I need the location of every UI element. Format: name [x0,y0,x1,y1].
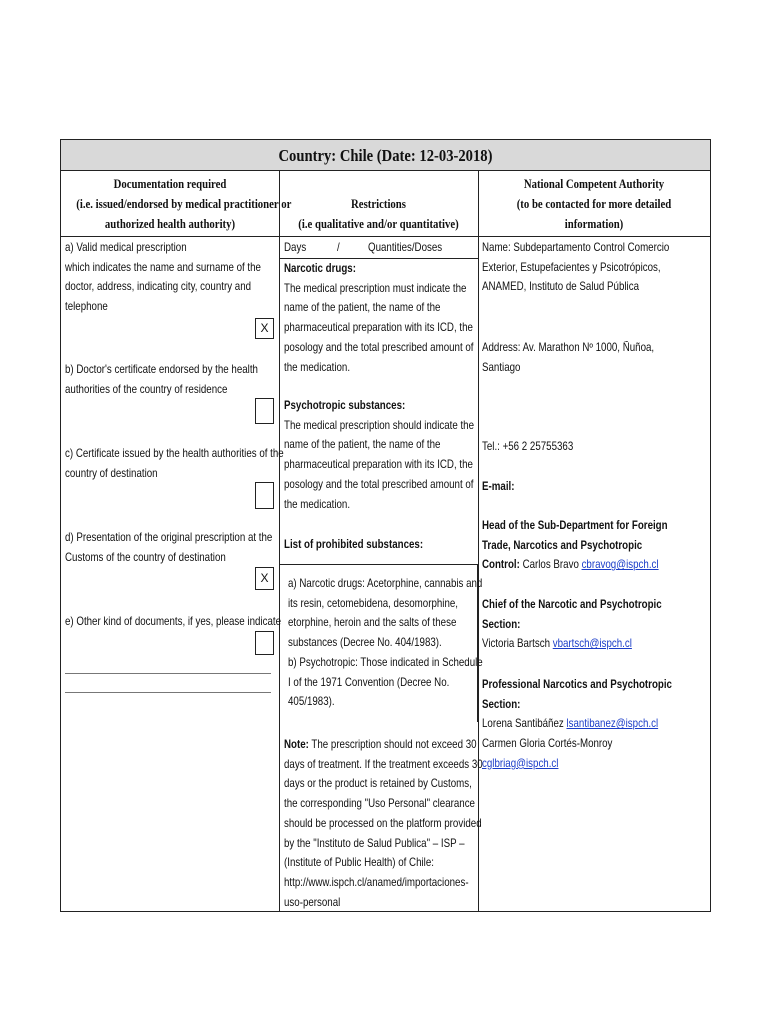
doc-item-d [65,528,272,567]
email-link[interactable]: vbartsch@ispch.cl [552,637,632,651]
contact-name: Carmen Gloria Cortés-Monroy [482,737,613,751]
text-line: its resin, cetomebidena, desomorphine, [288,596,458,610]
checkbox-a[interactable]: X [255,318,274,339]
answer-line [65,673,271,674]
text-line: posology and the total prescribed amount of [284,340,474,354]
prof-heading-line: Professional Narcotics and Psychotropic [482,678,672,691]
text-line: a) Narcotic drugs: Acetorphine, cannabis and [288,577,483,590]
text-line: uso-personal [284,895,341,909]
text-line: country of destination [65,466,158,480]
header-line: information) [564,217,624,231]
psychotropic-section [284,396,474,514]
text-line: doctor, address, indicating city, country and [65,280,252,294]
authority-name [482,238,669,297]
narcotic-section [284,259,473,377]
header-line: Restrictions [351,197,406,211]
column-divider [279,171,280,911]
text-line: the medication. [284,497,351,511]
authority-tel: Tel.: +56 2 25755363 [482,440,574,453]
text-line: I of the 1971 Convention (Decree No. [288,675,450,689]
head-heading-line: Head of the Sub-Department for Foreign [482,519,668,532]
text-line: which indicates the name and surname of the [65,260,261,274]
text-line: should be processed on the platform provided [284,816,482,830]
text-line: (Institute of Public Health) of Chile: [284,856,434,870]
email-link[interactable]: cbravog@ispch.cl [581,558,659,572]
checkbox-c[interactable] [255,482,274,509]
text-line: the medication. [284,360,351,374]
text-line: the corresponding "Uso Personal" clearance [284,797,475,811]
contact-name: Lorena Santibáñez [482,717,567,731]
header-line: authorized health authority) [104,217,236,231]
prohibited-heading: List of prohibited substances: [284,538,424,551]
text-line: pharmaceutical preparation with its ICD, the [284,458,473,472]
column-header-restrictions [279,171,478,238]
header-line: National Competent Authority [523,177,665,191]
email-label: E-mail: [482,480,515,493]
psychotropic-heading: Psychotropic substances: [284,399,406,412]
doc-item-b [65,360,258,399]
text-line: e) Other kind of documents, if yes, please indicate [65,615,281,628]
email-link[interactable]: cglbriag@ispch.cl [482,756,559,770]
text-line: c) Certificate issued by the health authorities of the [65,447,284,460]
text-line: etorphine, heroin and the salts of these [288,616,457,630]
header-divider [61,236,710,237]
chief-heading-line: Chief of the Narcotic and Psychotropic [482,598,662,611]
text-line: Santiago [482,360,521,374]
chief-contact-line [482,634,662,654]
contact-name: Victoria Bartsch [482,637,553,651]
text-line: b) Psychotropic: Those indicated in Schedule [288,655,483,669]
title-row [61,140,710,171]
head-heading-line: Trade, Narcotics and Psychotropic [482,538,643,552]
quantities-label: Quantities/Doses [368,241,443,254]
column-header-authority [478,171,710,238]
text-line: Exterior, Estupefacientes y Psicotrópicos, [482,260,661,274]
header-line: (i.e qualitative and/or quantitative) [298,217,459,231]
text-line: http://www.ispch.cl/anamed/importaciones- [284,875,469,889]
head-contact [482,516,668,575]
text-line: a) Valid medical prescription [65,241,187,254]
text-line: pharmaceutical preparation with its ICD, the [284,321,473,335]
note-label: Note: [284,738,309,751]
text-line: The medical prescription must indicate the [284,281,467,295]
checkbox-d[interactable]: X [255,567,274,590]
text-line: Address: Av. Marathon Nº 1000, Ñuñoa, [482,341,655,354]
header-line: (i.e. issued/endorsed by medical practitioner or [76,197,292,211]
prohibited-box-right [477,564,478,722]
column-header-documentation [61,171,292,238]
text-line: posology and the total prescribed amount of [284,477,474,491]
doc-item-a [65,238,261,317]
days-separator: / [337,241,340,254]
text-line: ANAMED, Instituto de Salud Pública [482,280,639,294]
text-line: The medical prescription should indicate the [284,418,475,432]
text-line: name of the patient, the name of the [284,301,441,315]
checkbox-e[interactable] [255,631,274,655]
prof-contact-line [482,714,672,734]
doc-item-e [65,612,281,632]
prohibited-list [288,574,483,712]
prof-heading-line: Section: [482,697,521,711]
note-section [284,735,483,912]
text-line: name of the patient, the name of the [284,438,441,452]
text-line: b) Doctor's certificate endorsed by the health [65,363,258,376]
text-line: telephone [65,300,108,314]
header-line: (to be contacted for more detailed [516,197,672,211]
doc-item-c [65,444,284,483]
professional-contact [482,675,672,774]
text-line: 405/1983). [288,695,335,709]
prohibited-divider [280,564,478,565]
control-label: Control: [482,558,520,572]
contact-name: Carlos Bravo [519,558,582,572]
text-line: by the "Instituto de Salud Publica" – ISP – [284,836,465,850]
text-line: Name: Subdepartamento Control Comercio [482,241,670,254]
text-line: substances (Decree No. 404/1983). [288,636,442,650]
head-contact-line [482,555,668,575]
checkbox-b[interactable] [255,398,274,424]
chief-heading-line: Section: [482,617,521,631]
text-line: authorities of the country of residence [65,382,228,396]
note-first-text: The prescription should not exceed 30 [308,738,477,751]
email-link[interactable]: lsantibanez@ispch.cl [566,717,659,731]
answer-line [65,692,271,693]
text-line: days of treatment. If the treatment exceeds 30 [284,757,483,771]
header-line: Documentation required [113,177,227,191]
text-line: days or the product is retained by Customs, [284,777,472,791]
days-label: Days [284,241,307,254]
note-first-line [284,735,483,755]
table-title: Country: Chile (Date: 12-03-2018) [278,146,493,165]
narcotic-heading: Narcotic drugs: [284,262,356,275]
chile-documentation-table [60,139,711,912]
authority-address [482,338,654,377]
chief-contact [482,595,662,654]
text-line: Customs of the country of destination [65,550,226,564]
text-line: d) Presentation of the original prescription at the [65,531,273,544]
